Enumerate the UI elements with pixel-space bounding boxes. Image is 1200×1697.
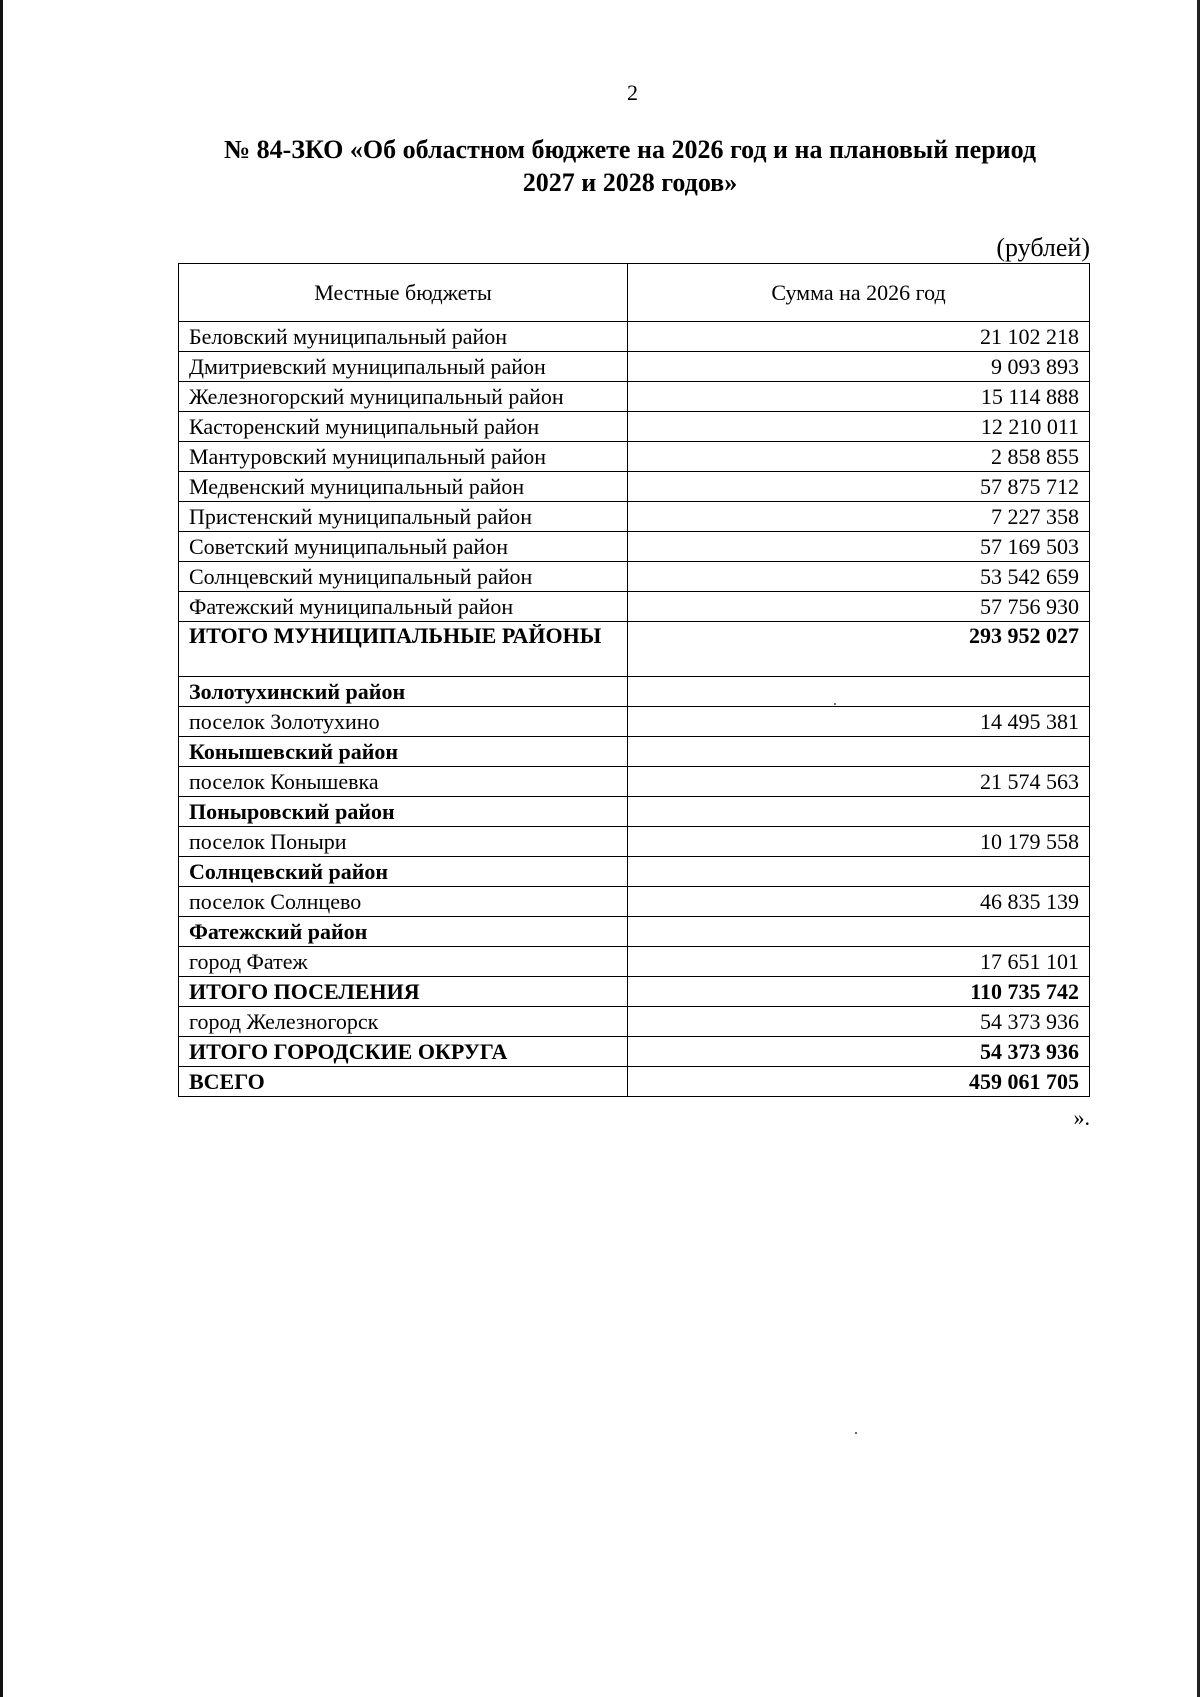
row-budget-name: город Железногорск	[179, 1007, 628, 1037]
row-budget-name: Золотухинский район	[179, 677, 628, 707]
row-budget-name: ИТОГО МУНИЦИПАЛЬНЫЕ РАЙОНЫ	[179, 622, 628, 677]
table-row	[179, 592, 1090, 622]
row-budget-name: Дмитриевский муниципальный район	[179, 352, 628, 382]
budget-table	[178, 263, 1090, 1097]
table-row	[179, 442, 1090, 472]
row-amount: 57 169 503	[628, 532, 1090, 562]
row-amount: 46 835 139	[628, 887, 1090, 917]
row-budget-name: поселок Солнцево	[179, 887, 628, 917]
table-row	[179, 1007, 1090, 1037]
row-amount: 21 574 563	[628, 767, 1090, 797]
scan-speck	[855, 1432, 857, 1434]
row-amount: 10 179 558	[628, 827, 1090, 857]
table-row	[179, 797, 1090, 827]
row-amount: 7 227 358	[628, 502, 1090, 532]
row-budget-name: ИТОГО ПОСЕЛЕНИЯ	[179, 977, 628, 1007]
table-row	[179, 947, 1090, 977]
row-amount	[628, 917, 1090, 947]
row-budget-name: Беловский муниципальный район	[179, 322, 628, 352]
row-budget-name: Солнцевский район	[179, 857, 628, 887]
table-row	[179, 887, 1090, 917]
table-row	[179, 1067, 1090, 1097]
table-row	[179, 857, 1090, 887]
row-amount: 12 210 011	[628, 412, 1090, 442]
row-amount: 110 735 742	[628, 977, 1090, 1007]
table-row	[179, 767, 1090, 797]
row-amount: 21 102 218	[628, 322, 1090, 352]
row-budget-name: поселок Золотухино	[179, 707, 628, 737]
row-amount: 53 542 659	[628, 562, 1090, 592]
row-amount: 57 756 930	[628, 592, 1090, 622]
row-amount: 2 858 855	[628, 442, 1090, 472]
title-line-2: 2027 и 2028 годов»	[522, 168, 738, 197]
row-budget-name: поселок Конышевка	[179, 767, 628, 797]
row-budget-name: ВСЕГО	[179, 1067, 628, 1097]
row-budget-name: поселок Поныри	[179, 827, 628, 857]
row-amount	[628, 857, 1090, 887]
row-amount: 54 373 936	[628, 1037, 1090, 1067]
units-label: (рублей)	[996, 233, 1090, 262]
document-title	[160, 133, 1100, 199]
table-row	[179, 472, 1090, 502]
row-amount: 17 651 101	[628, 947, 1090, 977]
scan-speck	[834, 703, 836, 705]
table-row	[179, 917, 1090, 947]
row-budget-name: Мантуровский муниципальный район	[179, 442, 628, 472]
row-budget-name: Железногорский муниципальный район	[179, 382, 628, 412]
table-row	[179, 382, 1090, 412]
row-budget-name: город Фатеж	[179, 947, 628, 977]
row-amount: 459 061 705	[628, 1067, 1090, 1097]
row-budget-name: Конышевский район	[179, 737, 628, 767]
row-amount: 57 875 712	[628, 472, 1090, 502]
table-row	[179, 532, 1090, 562]
row-amount: 15 114 888	[628, 382, 1090, 412]
row-amount: 54 373 936	[628, 1007, 1090, 1037]
table-row	[179, 977, 1090, 1007]
table-row	[179, 677, 1090, 707]
row-budget-name: Касторенский муниципальный район	[179, 412, 628, 442]
row-amount	[628, 677, 1090, 707]
table-row	[179, 737, 1090, 767]
row-budget-name: Медвенский муниципальный район	[179, 472, 628, 502]
table-row	[179, 622, 1090, 677]
row-budget-name: Фатежский муниципальный район	[179, 592, 628, 622]
table-row	[179, 502, 1090, 532]
closing-quote: ».	[1073, 1105, 1090, 1130]
budget-rows	[179, 322, 1090, 1097]
scan-edge-left	[0, 0, 3, 1697]
title-line-1: № 84-ЗКО «Об областном бюджете на 2026 год и на плановый период	[223, 135, 1037, 164]
row-amount: 14 495 381	[628, 707, 1090, 737]
table-row	[179, 707, 1090, 737]
row-budget-name: Пристенский муниципальный район	[179, 502, 628, 532]
table-row	[179, 562, 1090, 592]
row-amount: 9 093 893	[628, 352, 1090, 382]
table-row	[179, 322, 1090, 352]
row-budget-name: Фатежский район	[179, 917, 628, 947]
table-header-row	[179, 264, 1090, 322]
row-budget-name: ИТОГО ГОРОДСКИЕ ОКРУГА	[179, 1037, 628, 1067]
table-row	[179, 1037, 1090, 1067]
row-budget-name: Солнцевский муниципальный район	[179, 562, 628, 592]
row-amount	[628, 797, 1090, 827]
table-row	[179, 412, 1090, 442]
row-amount: 293 952 027	[628, 622, 1090, 677]
header-local-budgets: Местные бюджеты	[179, 264, 628, 322]
table-row	[179, 352, 1090, 382]
header-amount-2026: Сумма на 2026 год	[628, 264, 1090, 322]
page-number: 2	[627, 80, 638, 105]
row-budget-name: Поныровский район	[179, 797, 628, 827]
table-row	[179, 827, 1090, 857]
row-amount	[628, 737, 1090, 767]
row-budget-name: Советский муниципальный район	[179, 532, 628, 562]
